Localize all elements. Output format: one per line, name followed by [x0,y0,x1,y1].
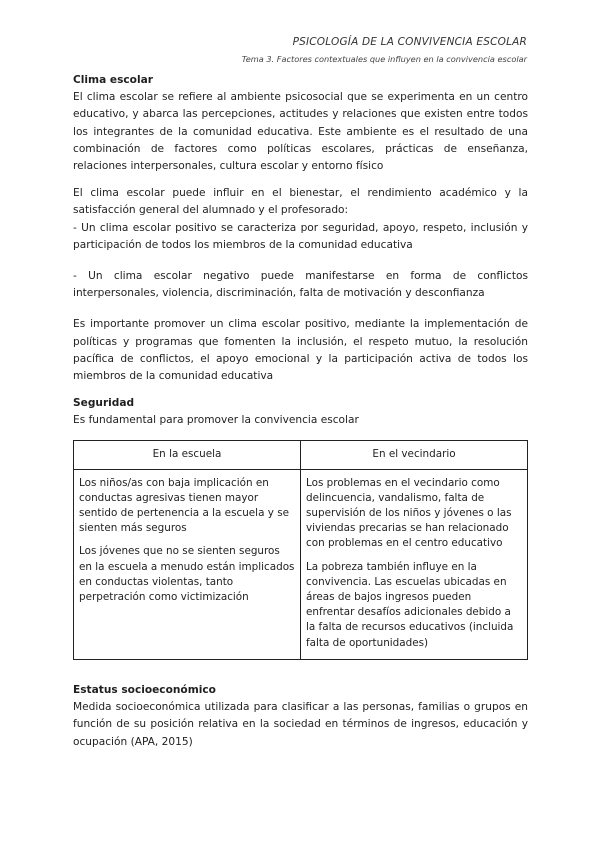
escuela-point-1: Los niños/as con baja implicación en conductas agresivas tienen mayor sentido de pertenencia a la escuela y se sienten más seguros [79,476,289,535]
table-header-escuela: En la escuela [74,440,301,469]
clima-heading: Clima escolar [73,74,153,86]
escuela-point-2: Los jóvenes que no se sienten seguros en la escuela a menudo están implicados en conductas violentas, tanto perpetración como victimización [79,545,295,604]
table-row [74,469,528,659]
clima-paragraph-4: - Un clima escolar negativo puede manifestarse en forma de conflictos interpersonales, violencia, discriminación, falta de motivación y desconfianza [73,270,528,300]
estatus-paragraph: Medida socioeconómica utilizada para clasificar a las personas, familias o grupos en función de su posición relativa en la sociedad en términos de ingresos, educación y ocupación (APA, 2015) [73,701,528,748]
header-subtitle: Tema 3. Factores contextuales que influyen en la convivencia escolar [241,54,527,64]
table-cell-vecindario [301,469,528,659]
estatus-heading: Estatus socioeconómico [73,683,216,696]
table-header-row [74,440,528,469]
clima-paragraph-3: - Un clima escolar positivo se caracteriza por seguridad, apoyo, respeto, inclusión y participación de todos los miembros de la comunidad educativa [73,221,528,251]
vecindario-point-2: La pobreza también influye en la convivencia. Las escuelas ubicadas en áreas de bajos ingresos pueden enfrentar desafíos adicionales debido a la falta de recursos educativos (incluida falta de oportunidades) [306,560,514,649]
clima-paragraph-2: El clima escolar puede influir en el bienestar, el rendimiento académico y la satisfacción general del alumnado y el profesorado: [73,187,528,217]
page-header [242,36,527,64]
clima-paragraph-1: El clima escolar se refiere al ambiente psicosocial que se experimenta en un centro educativo, y abarca las percepciones, actitudes y relaciones que existen entre todos los integrantes de la comunidad educativa. Este ambiente es el resultado de una combinación de factores como políticas escolares, prácticas de enseñanza, relaciones interpersonales, cultura escolar y entorno físico [73,91,528,173]
table-cell-escuela [74,469,301,659]
table-header-vecindario: En el vecindario [301,440,528,469]
vecindario-point-1: Los problemas en el vecindario como delincuencia, vandalismo, falta de supervisión de los niños y jóvenes o las viviendas precarias se han relacionado con problemas en el centro educativo [306,476,512,550]
page-content [73,72,528,751]
seguridad-intro: Es fundamental para promover la convivencia escolar [73,414,359,427]
seguridad-heading: Seguridad [73,397,135,410]
seguridad-table [73,440,528,660]
clima-paragraph-5: Es importante promover un clima escolar positivo, mediante la implementación de políticas y programas que fomenten la inclusión, el respeto mutuo, la resolución pacífica de conflictos, el apoyo emocional y la participación activa de todos los miembros de la comunidad educativa [73,318,528,383]
header-title: PSICOLOGÍA DE LA CONVIVENCIA ESCOLAR [292,36,527,48]
